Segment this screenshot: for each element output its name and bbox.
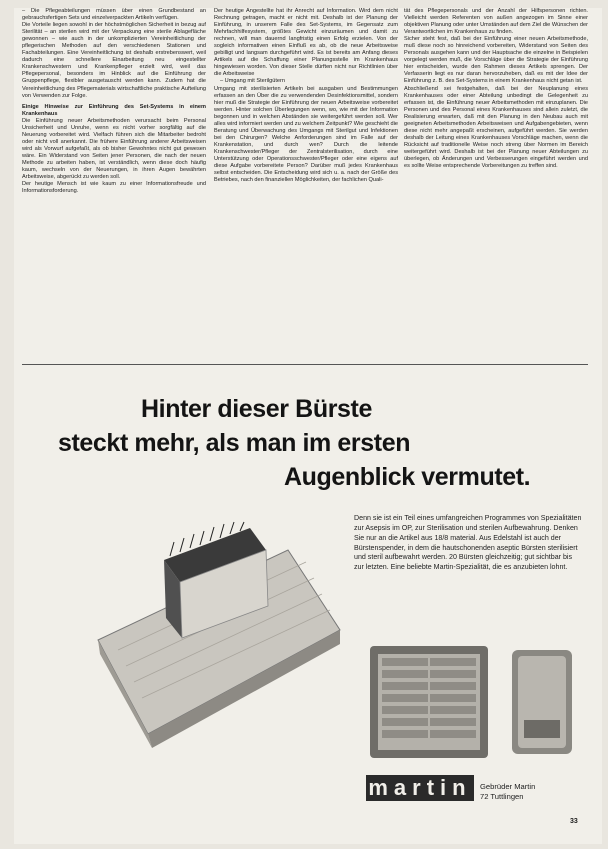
ad-body-text: [354, 514, 582, 632]
paragraph: Der heutige Angestellte hat ihr Anrecht auf Information. Wird dem nicht Rechnung getragen, macht er nicht mit. Deshalb ist der Planung der Einführung, in unserem Falle des Set-Systems, im Gegensatz zum Mehrfachhilfesystem, größtes Gewicht einzuräumen und damit zu rechnen, will man dauernd langfristig einen Erfolg erzielen. Von der sogleich informativen einen Einfluß es ab, ob die neue Arbeitsweise gebilligt und langsam durchgeführt wird. Es ist bereits am Anfang dieses Artikels auf die Schaffung einer Planungsstelle im Krankenhaus hingewiesen worden. Von dieser Stelle dürften nicht nur Richtlinien über die Arbeitsweise: [214, 8, 398, 78]
article-column-3: [404, 8, 588, 350]
brush-photo: [78, 520, 346, 756]
article-column-2: [214, 8, 398, 350]
ad-copy: Denn sie ist ein Teil eines umfangreichen Programmes von Spezialitäten zur Asepsis im OP, zur Sterilisation und sterilen Aufbewahrung. Denken Sie nur an die Artikel aus 18/8 material. Aus Edelstahl ist auch der Bürstenspender, in dem die hautschonenden aseptic Bürsten sterilisiert und steril aufbewahrt werden. 20 Bürsten gleichzeitig; gut sichtbar bis zur letzten. Eine beliebte Martin-Spezialität, die es anzubieten lohnt.: [354, 514, 582, 572]
ad-headline-line-3: Augenblick vermutet.: [284, 463, 531, 491]
paragraph: – Die Pflegeabteilungen müssen über einen Grundbestand an gebrauchsfertigen Sets und einzelverpackten Artikeln verfügen.: [22, 8, 206, 22]
ad-headline-line-2: steckt mehr, als man im ersten: [58, 429, 411, 457]
page-number: 33: [570, 818, 578, 825]
divider-rule: [22, 364, 588, 365]
company-address: [480, 782, 590, 802]
company-name: Gebrüder Martin: [480, 782, 536, 791]
paragraph: Die Einführung neuer Arbeitsmethoden verursacht beim Personal Unsicherheit und Unruhe, wenn es nicht vorher sorgfältig auf die Neuerung vorbereitet wird. Vielfach führen sich die Mitarbeiter bedroht oder nicht voll anerkannt. Die frühere Einführung anderer Arbeitsweisen wird als Vorwurf aufgefaßt, als ob bisher Gewohntes nicht gut gewesen wäre. Ein Widerstand von Seiten jener Personen, die nach der neuen Methode zu arbeiten haben, ist verständlich, wenn diese doch häufig kaum, wechseln von der Neuerungen, in ihren Augen bewährten Arbeitsweise, abgerückt zu werden soll.: [22, 117, 206, 181]
product-photo: [360, 642, 580, 762]
article-column-1: [22, 8, 206, 350]
paragraph: Umgang mit sterilisierten Artikeln bei ausgaben und Bestimmungen erfassen an den Über die zu verwendenden Desinfektionsmittel, sondern hier muß die Strategie der Einführung der neuen Arbeitsweise vorbereitet werden. Hinter solchen Überlegungen wenn, wo, wie mit der Information begonnen und in welchen Abständen sie weitergeführt werden soll. Wer alles wird informiert werden und zu welchem Zeitpunkt? Wie geschieht die Beratung und Überwachung des Umgangs mit Sterilgut und Infektionen bei den Chirurgen? Welche Anforderungen sind im Falle auf der Krankenstation, und durch wen? Durch die leitende Krankenschwester/Pfleger der Zentralsterilisation, durch eine Unterstützung oder Operationsschwester/Pfleger oder eine eigens auf diese Aufgabe vorbereitete Person? Darüber muß jedes Krankenhaus selbst entscheiden. Die Entscheidung wird sich u. a. nach der Größe des Betriebes, nach den finanziellen Möglichkeiten, der fachlichen Quali-: [214, 85, 398, 184]
section-heading: Einige Hinweise zur Einführung des Set-Systems in einem Krankenhaus: [22, 103, 206, 117]
company-city: 72 Tuttlingen: [480, 791, 524, 801]
paragraph: Die Vorteile liegen sowohl in der höchstmöglichen Sicherheit in bezug auf Sterilität – an sterilen wird mit der Verpackung eine sterile Ablagefläche gewonnen – wie auch in der unkomplizierten Vereinheitlichung der pflegerischen Methoden auf den verschiedenen Stationen und Fachabteilungen. Eine Vereinheitlichung ist deshalb erstrebenswert, weil dadurch eine schnellere Einarbeitung neu eingestellter Krankenschwestern und Krankenpfleger erzielt wird, weil das Pflegepersonal, besonders im Hinblick auf die Einführung der Gruppenpflege, flexibler ausgetauscht werden kann. Zudem hat die Vereinheitlichung des Pflegematerials wirtschaftliche praktische Aufteilung von Verwenden zur Folge.: [22, 22, 206, 99]
list-item: – Umgang mit Sterilgütern: [220, 78, 285, 85]
wall-dispenser-image: [512, 650, 572, 754]
martin-logo: martin: [366, 775, 474, 801]
brush-box-image: [370, 646, 488, 758]
paragraph: tät des Pflegepersonals und der Anzahl der Hilfspersonen richten. Vielleicht werden Referenten von außen angezogen im Sinne einer objektiven Planung oder unter Umständen auf dem Ziel die Wünschen der Verantwortlichen im Krankenhaus zu finden.: [404, 8, 588, 36]
paragraph: Abschließend sei festgehalten, daß bei der Neuplanung eines Krankenhauses oder einer Abteilung unbedingt die Gelegenheit zu erfassen ist, die Einführung neuer Arbeitsmethoden mit einzuplanen. Die Personen und des Personal eines Krankenhauses sind allein zuletzt, die Realisierung erwarten, daß mit den Planung in den Neubau auch mit geeigneten Arbeitsmethoden Arbeitsweisen und Aufgabengebieten, wenn diese nicht mehr angepaßt erscheinen, aufgeführt werden. Sie werden deshalb der Leitung eines Krankenhauses Vorschläge machen, wenn die Rücksicht auf traditionelle Weise noch streng über Normen im Bereich weitergeführt wird. Deshalb ist bei der Planung neuer Abteilungen zu überlegen, ob Änderungen und Verbesserungen eingeführt werden und es sollte Weise entsprechende Vorbereitungen zu treffen sind.: [404, 85, 588, 170]
paragraph: Sicher steht fest, daß bei der Einführung einer neuen Arbeitsmethode, muß diese noch so hinreichend vorbereiten, Widerstand von Seiten des Personals ausgehen kann und der Hauptsache die einzelne in Beispielen vorgelegt werden muß, die Vorschläge über die Strategie der Einführung hier entscheiden, wurde den Rahmen dieses Artikels sprengen. Der Verfasserin liegt es nur daran hervorzuheben, daß es mit der Idee der Einführung z. B. des Set-Systems in einem Krankenhaus nicht getan ist.: [404, 36, 588, 85]
paragraph: Der heutige Mensch ist wie kaum zu einer Informationsfreude und Informationsforderung.: [22, 181, 206, 195]
ad-headline-line-1: Hinter dieser Bürste: [141, 395, 372, 423]
